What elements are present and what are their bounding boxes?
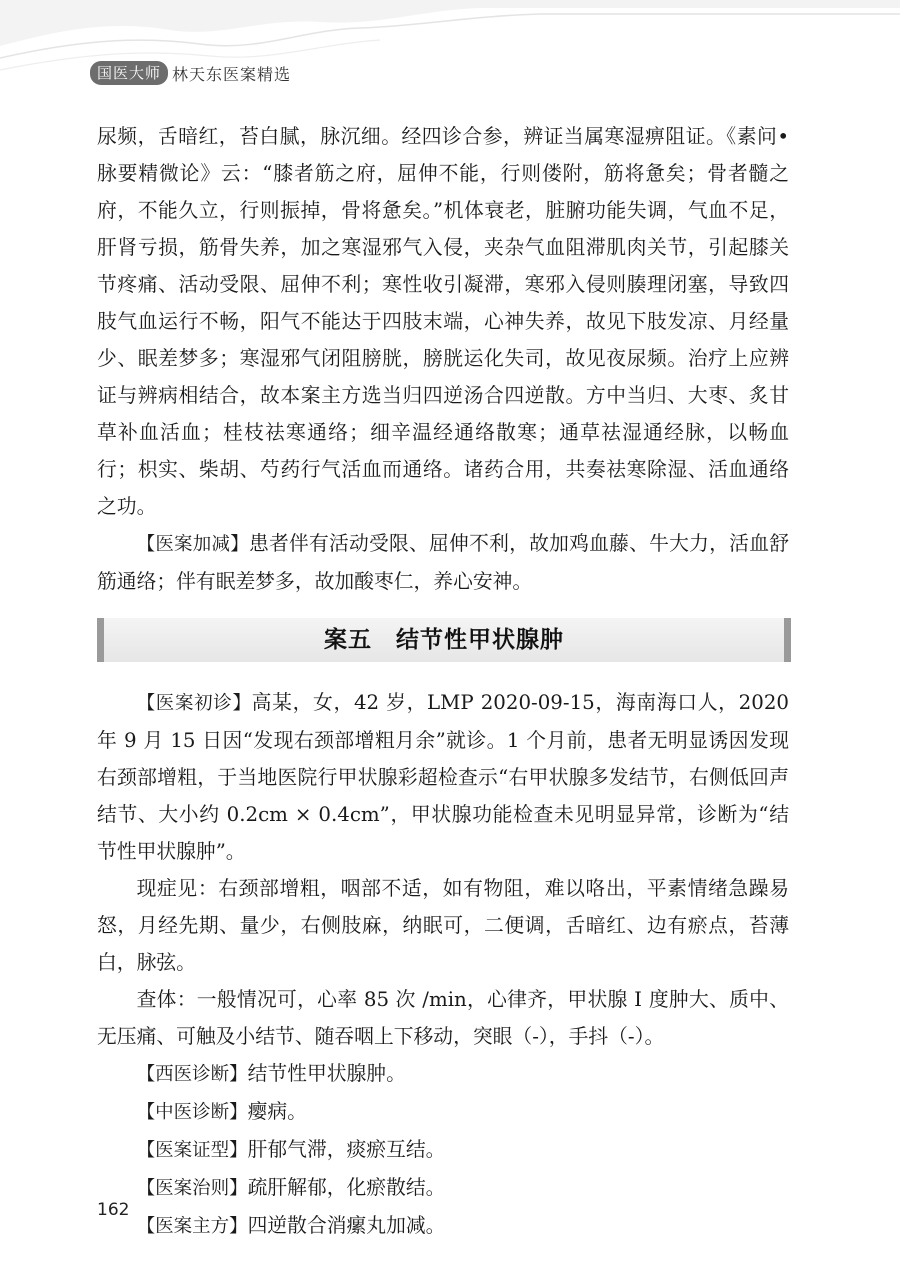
first-visit-paragraph <box>97 684 789 870</box>
page-content <box>97 118 789 1245</box>
syndrome-type-item <box>97 1131 789 1169</box>
tcm-diagnosis-text: 瘿病。 <box>247 1100 307 1123</box>
tcm-diagnosis-tag: 【中医诊断】 <box>136 1102 248 1123</box>
paragraph-analysis: 尿频，舌暗红，苔白腻，脉沉细。经四诊合参，辨证当属寒湿痹阻证。《素问•脉要精微论》云：“膝者筋之府，屈伸不能，行则偻附，筋将惫矣；骨者髓之府，不能久立，行则振掉，骨将惫矣。”机体衰老，脏腑功能失调，气血不足，肝肾亏损，筋骨失养，加之寒湿邪气入侵，夹杂气血阻滞肌肉关节，引起膝关节疼痛、活动受限、屈伸不利；寒性收引凝滞，寒邪入侵则腠理闭塞，导致四肢气血运行不畅，阳气不能达于四肢末端，心神失养，故见下肢发凉、月经量少、眠差梦多；寒湿邪气闭阻膀胱，膀胱运化失司，故见夜尿频。治疗上应辨证与辨病相结合，故本案主方选当归四逆汤合四逆散。方中当归、大枣、炙甘草补血活血；桂枝祛寒通络；细辛温经通络散寒；通草祛湿通经脉，以畅血行；枳实、柴胡、芍药行气活血而通络。诸药合用，共奏祛寒除湿、活血通络之功。 <box>97 125 789 518</box>
exam-paragraph: 查体：一般情况可，心率 85 次 /min，心律齐，甲状腺 Ⅰ 度肿大、质中、无压痛、可触及小结节、随吞咽上下移动，突眼（-），手抖（-）。 <box>97 988 789 1048</box>
treatment-principle-item <box>97 1169 789 1207</box>
treatment-principle-tag: 【医案治则】 <box>136 1178 248 1199</box>
series-badge: 国医大师 <box>90 61 168 85</box>
syndrome-type-text: 肝郁气滞，痰瘀互结。 <box>247 1138 446 1161</box>
western-diagnosis-tag: 【西医诊断】 <box>136 1064 248 1085</box>
section-heading-bar <box>97 618 791 662</box>
main-formula-text: 四逆散合消瘰丸加减。 <box>247 1214 446 1237</box>
first-visit-text: 高某，女，42 岁，LMP 2020-09-15，海南海口人，2020 年 9 月 15 日因“发现右颈部增粗月余”就诊。1 个月前，患者无明显诱因发现右颈部增粗，于当地医院行甲状腺彩超检查示“右甲状腺多发结节，右侧低回声结节、大小约 0.2cm × 0.4cm”，甲状腺功能检查未见明显异常，诊断为“结节性甲状腺肿”。 <box>97 691 789 863</box>
main-formula-tag: 【医案主方】 <box>136 1216 248 1237</box>
case-addition-tag: 【医案加减】 <box>136 534 249 555</box>
case-addition-paragraph <box>97 525 789 600</box>
western-diagnosis-text: 结节性甲状腺肿。 <box>247 1062 406 1085</box>
main-formula-item <box>97 1207 789 1245</box>
first-visit-tag: 【医案初诊】 <box>136 693 252 714</box>
symptoms-paragraph: 现症见：右颈部增粗，咽部不适，如有物阻，难以咯出，平素情绪急躁易怒，月经先期、量少，右侧肢麻，纳眠可，二便调，舌暗红、边有瘀点，苔薄白，脉弦。 <box>97 877 789 974</box>
section-title: 案五 结节性甲状腺肿 <box>324 626 564 653</box>
page-number: 162 <box>97 1200 130 1220</box>
treatment-principle-text: 疏肝解郁，化瘀散结。 <box>247 1176 446 1199</box>
western-diagnosis-item <box>97 1055 789 1093</box>
running-header <box>90 58 291 88</box>
case-addition-text: 患者伴有活动受限、屈伸不利，故加鸡血藤、牛大力，活血舒筋通络；伴有眠差梦多，故加酸枣仁，养心安神。 <box>97 532 789 593</box>
book-title: 林天东医案精选 <box>172 64 292 84</box>
syndrome-type-tag: 【医案证型】 <box>136 1140 248 1161</box>
tcm-diagnosis-item <box>97 1093 789 1131</box>
